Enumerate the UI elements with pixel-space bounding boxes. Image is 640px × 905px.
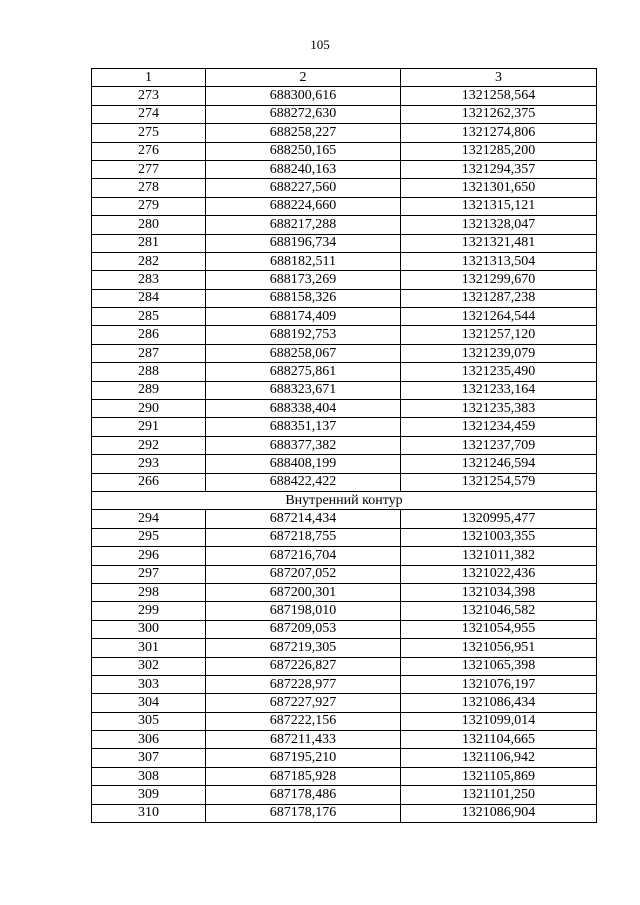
x-coordinate-cell: 688258,067 xyxy=(206,344,401,362)
table-row xyxy=(92,528,597,546)
y-coordinate-cell: 1321054,955 xyxy=(401,620,597,638)
x-coordinate-cell: 687200,301 xyxy=(206,583,401,601)
table-row xyxy=(92,583,597,601)
x-coordinate-cell: 688323,671 xyxy=(206,381,401,399)
table-row xyxy=(92,657,597,675)
x-coordinate-cell: 687209,053 xyxy=(206,620,401,638)
y-coordinate-cell: 1321099,014 xyxy=(401,712,597,730)
x-coordinate-cell: 687207,052 xyxy=(206,565,401,583)
y-coordinate-cell: 1321046,582 xyxy=(401,602,597,620)
point-number-cell: 306 xyxy=(92,731,206,749)
point-number-cell: 307 xyxy=(92,749,206,767)
table-row xyxy=(92,639,597,657)
y-coordinate-cell: 1321233,164 xyxy=(401,381,597,399)
y-coordinate-cell: 1321003,355 xyxy=(401,528,597,546)
table-row xyxy=(92,804,597,822)
x-coordinate-cell: 687222,156 xyxy=(206,712,401,730)
point-number-cell: 288 xyxy=(92,363,206,381)
point-number-cell: 298 xyxy=(92,583,206,601)
y-coordinate-cell: 1321235,490 xyxy=(401,363,597,381)
table-row xyxy=(92,767,597,785)
x-coordinate-cell: 687178,176 xyxy=(206,804,401,822)
y-coordinate-cell: 1321034,398 xyxy=(401,583,597,601)
y-coordinate-cell: 1321056,951 xyxy=(401,639,597,657)
table-row xyxy=(92,455,597,473)
y-coordinate-cell: 1321264,544 xyxy=(401,308,597,326)
point-number-cell: 297 xyxy=(92,565,206,583)
y-coordinate-cell: 1321285,200 xyxy=(401,142,597,160)
point-number-cell: 309 xyxy=(92,786,206,804)
x-coordinate-cell: 687228,977 xyxy=(206,675,401,693)
point-number-cell: 304 xyxy=(92,694,206,712)
point-number-cell: 299 xyxy=(92,602,206,620)
x-coordinate-cell: 687195,210 xyxy=(206,749,401,767)
table-row xyxy=(92,216,597,234)
y-coordinate-cell: 1321258,564 xyxy=(401,87,597,105)
table-row xyxy=(92,547,597,565)
x-coordinate-cell: 688272,630 xyxy=(206,105,401,123)
point-number-cell: 282 xyxy=(92,252,206,270)
y-coordinate-cell: 1321076,197 xyxy=(401,675,597,693)
y-coordinate-cell: 1321086,904 xyxy=(401,804,597,822)
x-coordinate-cell: 688217,288 xyxy=(206,216,401,234)
table-row xyxy=(92,400,597,418)
table-row xyxy=(92,473,597,491)
table-row xyxy=(92,418,597,436)
y-coordinate-cell: 1321294,357 xyxy=(401,160,597,178)
y-coordinate-cell: 1321262,375 xyxy=(401,105,597,123)
table-row xyxy=(92,694,597,712)
point-number-cell: 300 xyxy=(92,620,206,638)
table-row xyxy=(92,105,597,123)
y-coordinate-cell: 1321101,250 xyxy=(401,786,597,804)
table-row xyxy=(92,344,597,362)
x-coordinate-cell: 687226,827 xyxy=(206,657,401,675)
table-row xyxy=(92,308,597,326)
column-header-2: 2 xyxy=(206,69,401,87)
table-row xyxy=(92,87,597,105)
y-coordinate-cell: 1321274,806 xyxy=(401,124,597,142)
point-number-cell: 276 xyxy=(92,142,206,160)
point-number-cell: 266 xyxy=(92,473,206,491)
table-row xyxy=(92,436,597,454)
point-number-cell: 294 xyxy=(92,510,206,528)
table-row xyxy=(92,565,597,583)
table-row xyxy=(92,326,597,344)
point-number-cell: 277 xyxy=(92,160,206,178)
point-number-cell: 278 xyxy=(92,179,206,197)
x-coordinate-cell: 687185,928 xyxy=(206,767,401,785)
y-coordinate-cell: 1321299,670 xyxy=(401,271,597,289)
point-number-cell: 296 xyxy=(92,547,206,565)
point-number-cell: 281 xyxy=(92,234,206,252)
point-number-cell: 287 xyxy=(92,344,206,362)
table-row xyxy=(92,289,597,307)
table-row xyxy=(92,271,597,289)
point-number-cell: 275 xyxy=(92,124,206,142)
x-coordinate-cell: 687211,433 xyxy=(206,731,401,749)
table-row xyxy=(92,602,597,620)
header-row xyxy=(92,69,597,87)
table-row xyxy=(92,179,597,197)
point-number-cell: 280 xyxy=(92,216,206,234)
x-coordinate-cell: 688192,753 xyxy=(206,326,401,344)
y-coordinate-cell: 1321321,481 xyxy=(401,234,597,252)
x-coordinate-cell: 688174,409 xyxy=(206,308,401,326)
x-coordinate-cell: 688408,199 xyxy=(206,455,401,473)
y-coordinate-cell: 1321011,382 xyxy=(401,547,597,565)
x-coordinate-cell: 687218,755 xyxy=(206,528,401,546)
column-header-1: 1 xyxy=(92,69,206,87)
y-coordinate-cell: 1321106,942 xyxy=(401,749,597,767)
x-coordinate-cell: 688338,404 xyxy=(206,400,401,418)
table-row xyxy=(92,749,597,767)
table-row xyxy=(92,675,597,693)
table-row xyxy=(92,712,597,730)
point-number-cell: 285 xyxy=(92,308,206,326)
table-row xyxy=(92,381,597,399)
table-row xyxy=(92,786,597,804)
point-number-cell: 291 xyxy=(92,418,206,436)
point-number-cell: 273 xyxy=(92,87,206,105)
point-number-cell: 301 xyxy=(92,639,206,657)
x-coordinate-cell: 688173,269 xyxy=(206,271,401,289)
point-number-cell: 305 xyxy=(92,712,206,730)
section-label: Внутренний контур xyxy=(92,491,597,509)
page-number: 105 xyxy=(310,37,330,52)
x-coordinate-cell: 687214,434 xyxy=(206,510,401,528)
x-coordinate-cell: 688275,861 xyxy=(206,363,401,381)
x-coordinate-cell: 688377,382 xyxy=(206,436,401,454)
y-coordinate-cell: 1321235,383 xyxy=(401,400,597,418)
x-coordinate-cell: 687219,305 xyxy=(206,639,401,657)
point-number-cell: 286 xyxy=(92,326,206,344)
point-number-cell: 289 xyxy=(92,381,206,399)
x-coordinate-cell: 687178,486 xyxy=(206,786,401,804)
point-number-cell: 302 xyxy=(92,657,206,675)
y-coordinate-cell: 1321065,398 xyxy=(401,657,597,675)
y-coordinate-cell: 1321257,120 xyxy=(401,326,597,344)
x-coordinate-cell: 688422,422 xyxy=(206,473,401,491)
table-row xyxy=(92,252,597,270)
y-coordinate-cell: 1321086,434 xyxy=(401,694,597,712)
inner-contour-rows xyxy=(92,510,597,823)
y-coordinate-cell: 1321287,238 xyxy=(401,289,597,307)
table-row xyxy=(92,620,597,638)
y-coordinate-cell: 1321022,436 xyxy=(401,565,597,583)
y-coordinate-cell: 1321104,665 xyxy=(401,731,597,749)
point-number-cell: 283 xyxy=(92,271,206,289)
x-coordinate-cell: 688227,560 xyxy=(206,179,401,197)
column-header-3: 3 xyxy=(401,69,597,87)
table-row xyxy=(92,234,597,252)
point-number-cell: 310 xyxy=(92,804,206,822)
x-coordinate-cell: 687198,010 xyxy=(206,602,401,620)
point-number-cell: 290 xyxy=(92,400,206,418)
y-coordinate-cell: 1320995,477 xyxy=(401,510,597,528)
y-coordinate-cell: 1321237,709 xyxy=(401,436,597,454)
x-coordinate-cell: 688250,165 xyxy=(206,142,401,160)
y-coordinate-cell: 1321254,579 xyxy=(401,473,597,491)
x-coordinate-cell: 688300,616 xyxy=(206,87,401,105)
x-coordinate-cell: 688196,734 xyxy=(206,234,401,252)
point-number-cell: 303 xyxy=(92,675,206,693)
x-coordinate-cell: 688182,511 xyxy=(206,252,401,270)
outer-contour-rows xyxy=(92,87,597,492)
point-number-cell: 274 xyxy=(92,105,206,123)
x-coordinate-cell: 688258,227 xyxy=(206,124,401,142)
coordinates-table xyxy=(91,68,597,823)
y-coordinate-cell: 1321315,121 xyxy=(401,197,597,215)
x-coordinate-cell: 688224,660 xyxy=(206,197,401,215)
point-number-cell: 295 xyxy=(92,528,206,546)
x-coordinate-cell: 688351,137 xyxy=(206,418,401,436)
y-coordinate-cell: 1321246,594 xyxy=(401,455,597,473)
section-row-group xyxy=(92,491,597,509)
x-coordinate-cell: 688240,163 xyxy=(206,160,401,178)
table-row xyxy=(92,142,597,160)
section-row xyxy=(92,491,597,509)
y-coordinate-cell: 1321105,869 xyxy=(401,767,597,785)
table-row xyxy=(92,197,597,215)
table-row xyxy=(92,510,597,528)
y-coordinate-cell: 1321301,650 xyxy=(401,179,597,197)
x-coordinate-cell: 687227,927 xyxy=(206,694,401,712)
table-row xyxy=(92,363,597,381)
point-number-cell: 293 xyxy=(92,455,206,473)
y-coordinate-cell: 1321234,459 xyxy=(401,418,597,436)
y-coordinate-cell: 1321328,047 xyxy=(401,216,597,234)
point-number-cell: 279 xyxy=(92,197,206,215)
x-coordinate-cell: 687216,704 xyxy=(206,547,401,565)
y-coordinate-cell: 1321313,504 xyxy=(401,252,597,270)
table-row xyxy=(92,160,597,178)
x-coordinate-cell: 688158,326 xyxy=(206,289,401,307)
table-row xyxy=(92,124,597,142)
point-number-cell: 284 xyxy=(92,289,206,307)
y-coordinate-cell: 1321239,079 xyxy=(401,344,597,362)
point-number-cell: 292 xyxy=(92,436,206,454)
point-number-cell: 308 xyxy=(92,767,206,785)
table-row xyxy=(92,731,597,749)
